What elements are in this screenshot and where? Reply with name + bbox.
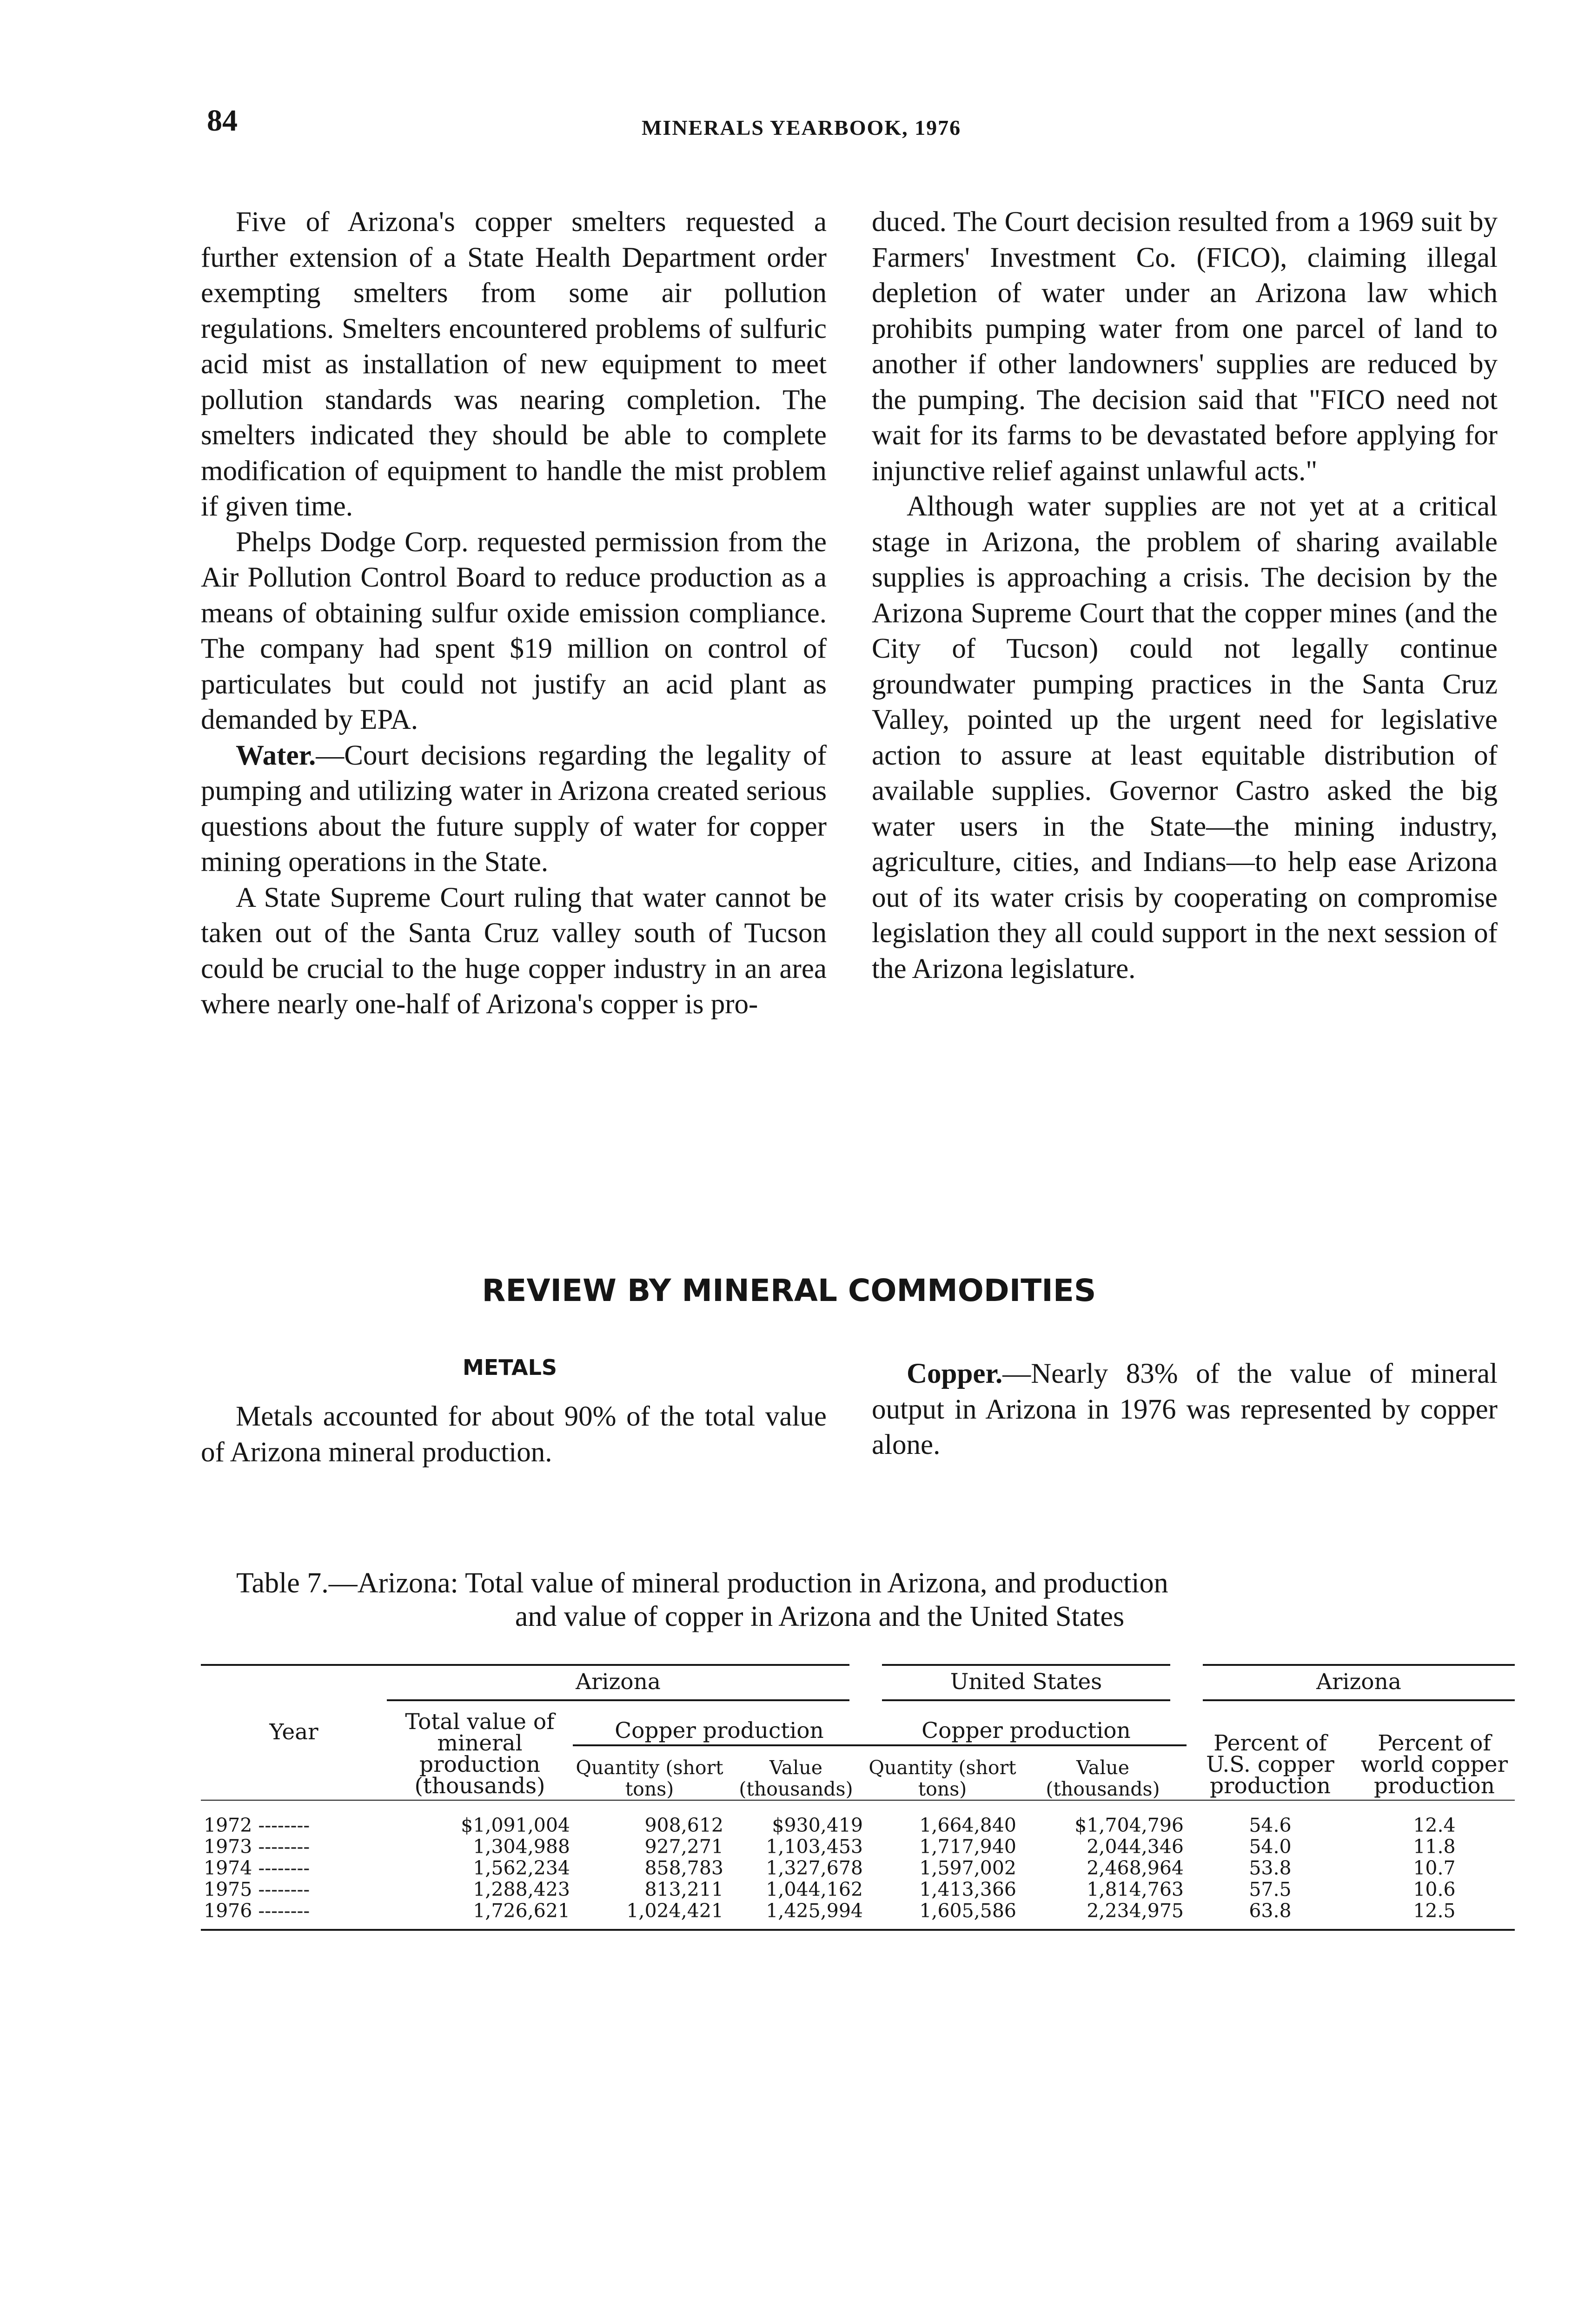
paragraph-text: —Court decisions regarding the legality of pumping and utilizing water in Arizona created serious questions about the future supply of water for copper mining operations in the State. xyxy=(201,739,827,878)
run-in-heading: Copper. xyxy=(907,1358,1003,1389)
table-row xyxy=(201,1857,1515,1879)
column-header-us-quantity: Quantity (short tons) xyxy=(869,1756,1016,1800)
year-cell: 1972 -------- xyxy=(204,1814,310,1836)
year-cell: 1973 -------- xyxy=(204,1835,310,1858)
total-value-cell: $1,091,004 xyxy=(461,1814,570,1836)
paragraph: duced. The Court decision resulted from a 1969 suit by Farmers' Investment Co. (FICO), claiming illegal depletion of water under an Arizona law which prohibits pumping water from one parcel of land to another if other landowners' supplies are reduced by the pumping. The decision said that "FICO need not wait for its farms to be devastated before applying for injunctive relief against unlawful acts." xyxy=(872,206,1498,487)
column-header-us-value: Value (thousands) xyxy=(1046,1756,1160,1800)
group-header-arizona: Arizona xyxy=(387,1665,866,1700)
group-header-arizona-percent: Arizona xyxy=(1187,1665,1515,1700)
group-header-united-states: United States xyxy=(866,1665,1187,1700)
column-header-year: Year xyxy=(201,1665,387,1800)
percent-world-cell: 12.5 xyxy=(1413,1900,1456,1922)
paragraph: Five of Arizona's copper smelters requested a further extension of a State Health Department order exempting smelters from some air pollution regulations. Smelters encountered problems of sulfuric acid mist as installation of new equipment to meet pollution standards was nearing completion. The smelters indicated they should be able to complete modification of equipment to handle the mist problem if given time. xyxy=(201,206,827,522)
us-value-cell: 2,234,975 xyxy=(1087,1900,1184,1922)
percent-world-cell: 10.7 xyxy=(1413,1857,1456,1879)
section-heading: REVIEW BY MINERAL COMMODITIES xyxy=(482,1273,1096,1308)
us-value-cell: 2,468,964 xyxy=(1087,1857,1184,1879)
page-number: 84 xyxy=(207,104,238,138)
az-quantity-cell: 908,612 xyxy=(644,1814,723,1836)
year-cell: 1976 -------- xyxy=(204,1900,310,1922)
us-value-cell: $1,704,796 xyxy=(1074,1814,1184,1836)
left-column xyxy=(201,205,827,1023)
us-value-cell: 2,044,346 xyxy=(1087,1835,1184,1858)
subsection-heading: METALS xyxy=(463,1355,557,1380)
subgroup-header-az-copper: Copper production xyxy=(573,1700,866,1745)
table-row xyxy=(201,1900,1515,1930)
table-row xyxy=(201,1879,1515,1900)
us-value-cell: 1,814,763 xyxy=(1087,1878,1184,1901)
column-header-az-quantity: Quantity (short tons) xyxy=(576,1756,723,1800)
percent-us-cell: 54.6 xyxy=(1249,1814,1292,1836)
az-value-cell: $930,419 xyxy=(772,1814,863,1836)
percent-us-cell: 53.8 xyxy=(1249,1857,1292,1879)
az-value-cell: 1,044,162 xyxy=(766,1878,863,1901)
run-in-heading: Water. xyxy=(236,739,316,771)
paragraph: A State Supreme Court ruling that water cannot be taken out of the Santa Cruz valley south of Tucson could be crucial to the huge copper industry in an area where nearly one-half of Arizona's copper is pro- xyxy=(201,882,827,1020)
percent-world-cell: 12.4 xyxy=(1413,1814,1456,1836)
caption-line: and value of copper in Arizona and the United States xyxy=(515,1601,1125,1632)
table-row xyxy=(201,1836,1515,1857)
us-quantity-cell: 1,413,366 xyxy=(919,1878,1016,1901)
percent-us-cell: 57.5 xyxy=(1249,1878,1292,1901)
us-quantity-cell: 1,597,002 xyxy=(919,1857,1016,1879)
subgroup-header-us-copper: Copper production xyxy=(866,1700,1187,1745)
total-value-cell: 1,288,423 xyxy=(473,1878,570,1901)
running-title: MINERALS YEARBOOK, 1976 xyxy=(642,116,961,139)
total-value-cell: 1,304,988 xyxy=(473,1835,570,1858)
column-header-percent-us: Percent of U.S. copper production xyxy=(1187,1700,1354,1800)
az-quantity-cell: 1,024,421 xyxy=(626,1900,723,1922)
paragraph: Although water supplies are not yet at a critical stage in Arizona, the problem of sharing available supplies is approaching a crisis. The decision by the Arizona Supreme Court that the copper mines (and the City of Tucson) could not legally continue groundwater pumping practices in the Santa Cruz Valley, pointed up the urgent need for legislative action to assure at least equitable distribution of available supplies. Governor Castro asked the big water users in the State—the mining industry, agriculture, cities, and Indians—to help ease Arizona out of its water crisis by cooperating on compromise legislation they all could support in the next session of the Arizona legislature. xyxy=(872,491,1498,984)
paragraph: Metals accounted for about 90% of the total value of Arizona mineral production. xyxy=(201,1401,827,1468)
total-value-cell: 1,726,621 xyxy=(473,1900,570,1922)
paragraph xyxy=(201,738,827,880)
caption-line: Table 7.—Arizona: Total value of mineral production in Arizona, and production xyxy=(236,1567,1168,1599)
copper-paragraph xyxy=(872,1356,1498,1463)
az-value-cell: 1,425,994 xyxy=(766,1900,863,1922)
paragraph-text: —Nearly 83% of the value of mineral output in Arizona in 1976 was represented by copper alone. xyxy=(872,1358,1498,1460)
metals-paragraph xyxy=(201,1399,827,1470)
percent-world-cell: 10.6 xyxy=(1413,1878,1456,1901)
us-quantity-cell: 1,717,940 xyxy=(919,1835,1016,1858)
table-caption xyxy=(236,1566,1468,1633)
table-row xyxy=(201,1800,1515,1836)
total-value-cell: 1,562,234 xyxy=(473,1857,570,1879)
copper-production-table xyxy=(201,1664,1515,1931)
percent-world-cell: 11.8 xyxy=(1413,1835,1456,1858)
year-cell: 1975 -------- xyxy=(204,1878,310,1901)
us-quantity-cell: 1,664,840 xyxy=(919,1814,1016,1836)
year-cell: 1974 -------- xyxy=(204,1857,310,1879)
percent-us-cell: 54.0 xyxy=(1249,1835,1292,1858)
az-value-cell: 1,327,678 xyxy=(766,1857,863,1879)
az-quantity-cell: 813,211 xyxy=(644,1878,723,1901)
column-header-percent-world: Percent of world copper production xyxy=(1354,1700,1515,1800)
paragraph: Phelps Dodge Corp. requested permission from the Air Pollution Control Board to reduce production as a means of obtaining sulfur oxide emission compliance. The company had spent $19 million on control of particulates but could not justify an acid plant as demanded by EPA. xyxy=(201,526,827,735)
az-quantity-cell: 927,271 xyxy=(644,1835,723,1858)
az-value-cell: 1,103,453 xyxy=(766,1835,863,1858)
us-quantity-cell: 1,605,586 xyxy=(919,1900,1016,1922)
right-column xyxy=(872,205,1498,987)
column-header-total-value: Total value of mineral production (thousands) xyxy=(387,1700,573,1800)
percent-us-cell: 63.8 xyxy=(1249,1900,1292,1922)
paragraph xyxy=(872,1356,1498,1463)
az-quantity-cell: 858,783 xyxy=(644,1857,723,1879)
column-header-az-value: Value (thousands) xyxy=(739,1756,853,1800)
